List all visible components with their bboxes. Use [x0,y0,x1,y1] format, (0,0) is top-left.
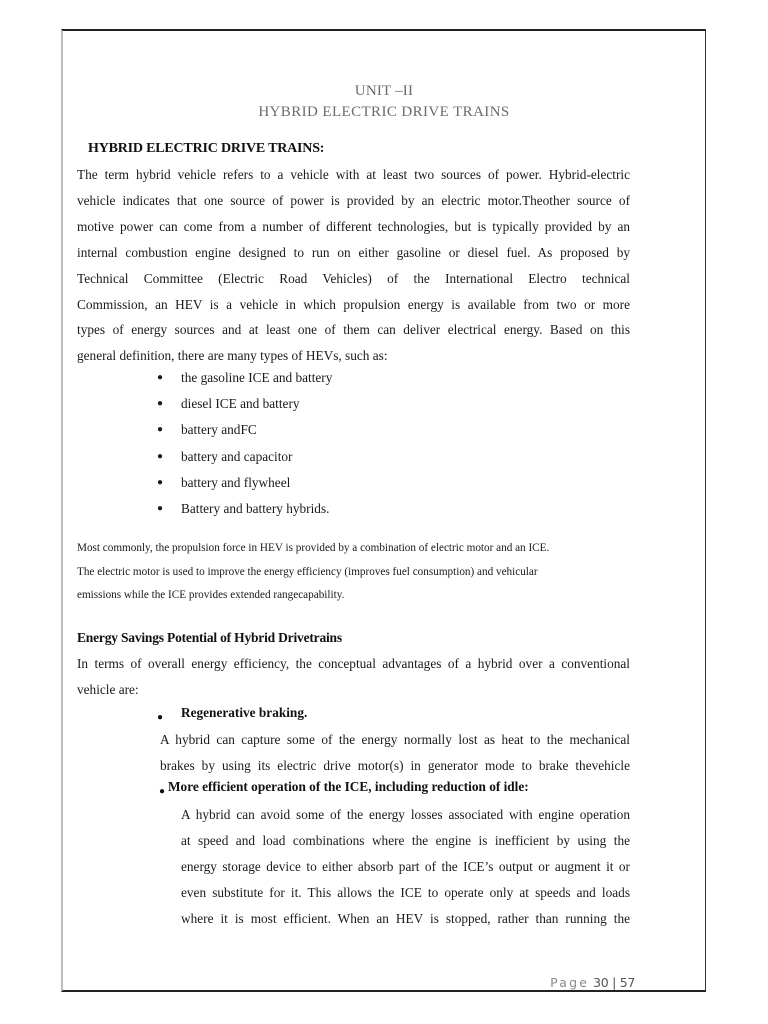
regenerative-braking-paragraph [160,727,630,779]
list-item-text: battery andFC [181,422,257,438]
list-item-text: the gasoline ICE and battery [181,370,333,385]
page-number: 30 | 57 [593,975,635,990]
text-line: Most commonly, the propulsion force in HEV is provided by a combination of electric motor and an ICE. [77,542,550,554]
text-line: vehicle indicates that one source of power is provided by an electric motor.Theother source of [77,192,630,208]
propulsion-paragraph [77,537,637,608]
text-line: general definition, there are many types of HEVs, such as: [77,348,388,364]
list-item [157,417,332,443]
list-item [157,496,332,522]
text-line: vehicle are: [77,681,139,697]
text-line: In terms of overall energy efficiency, the conceptual advantages of a hybrid over a conventional [77,656,630,671]
text-line: energy storage device to either absorb part of the ICE’s output or augment it or [181,858,630,874]
text-line: internal combustion engine designed to run on either gasoline or diesel fuel. As proposed by [77,244,630,260]
text-line: even substitute for it. This allows the ICE to operate only at speeds and loads [181,884,630,900]
text-line: brakes by using its electric drive motor(s) in generator mode to brake thevehicle [160,757,630,773]
page-footer [550,975,635,990]
list-item-text: diesel ICE and battery [181,396,300,412]
hev-types-list [157,365,332,522]
text-line: The term hybrid vehicle refers to a vehicle with at least two sources of power. Hybrid-electric [77,167,630,182]
energy-savings-intro [77,651,630,703]
bullet-icon: ● [157,712,164,723]
chapter-title: HYBRID ELECTRIC DRIVE TRAINS [258,104,510,120]
bullet-icon: ● [157,424,164,436]
page-label: Page [550,975,590,990]
text-line: motive power can come from a number of different technologies, but is typically provided by an [77,218,630,234]
bullet-icon: ● [157,450,164,462]
list-item [157,444,332,470]
text-line: Commission, an HEV is a vehicle in which propulsion energy is available from two or more [77,296,630,312]
text-line: The electric motor is used to improve the energy efficiency (improves fuel consumption) and vehicular [77,565,538,578]
text-line: A hybrid can avoid some of the energy losses associated with engine operation [181,807,630,822]
list-item [157,470,332,496]
text-line: Technical Committee (Electric Road Vehicles) of the International Electro technical [77,270,630,286]
text-line: where it is most efficient. When an HEV is stopped, rather than running the [181,910,630,926]
efficient-ice-paragraph [181,802,630,932]
energy-savings-heading: Energy Savings Potential of Hybrid Drivetrains [77,630,342,645]
bullet-icon: ● [157,502,164,514]
bullet-icon: ● [159,786,166,797]
text-line: emissions while the ICE provides extended rangecapability. [77,589,345,601]
section-heading: HYBRID ELECTRIC DRIVE TRAINS: [88,141,325,156]
bullet-icon: ● [157,476,164,488]
unit-title: UNIT –II [354,83,414,99]
bullet-icon: ● [157,398,164,410]
text-line: A hybrid can capture some of the energy normally lost as heat to the mechanical [160,732,630,747]
advantage-title: Regenerative braking. [181,705,308,720]
intro-paragraph [77,162,630,369]
list-item-text: Battery and battery hybrids. [181,500,330,516]
text-line: at speed and load combinations where the engine is inefficient by using the [181,832,630,848]
list-item-text: battery and capacitor [181,448,293,464]
text-line: types of energy sources and at least one of them can deliver electrical energy. Based on this [77,322,630,338]
list-item [157,365,332,391]
bullet-icon: ● [157,372,164,383]
list-item [157,391,332,417]
list-item-text: battery and flywheel [181,474,291,490]
advantage-title: More efficient operation of the ICE, including reduction of idle: [168,779,529,794]
